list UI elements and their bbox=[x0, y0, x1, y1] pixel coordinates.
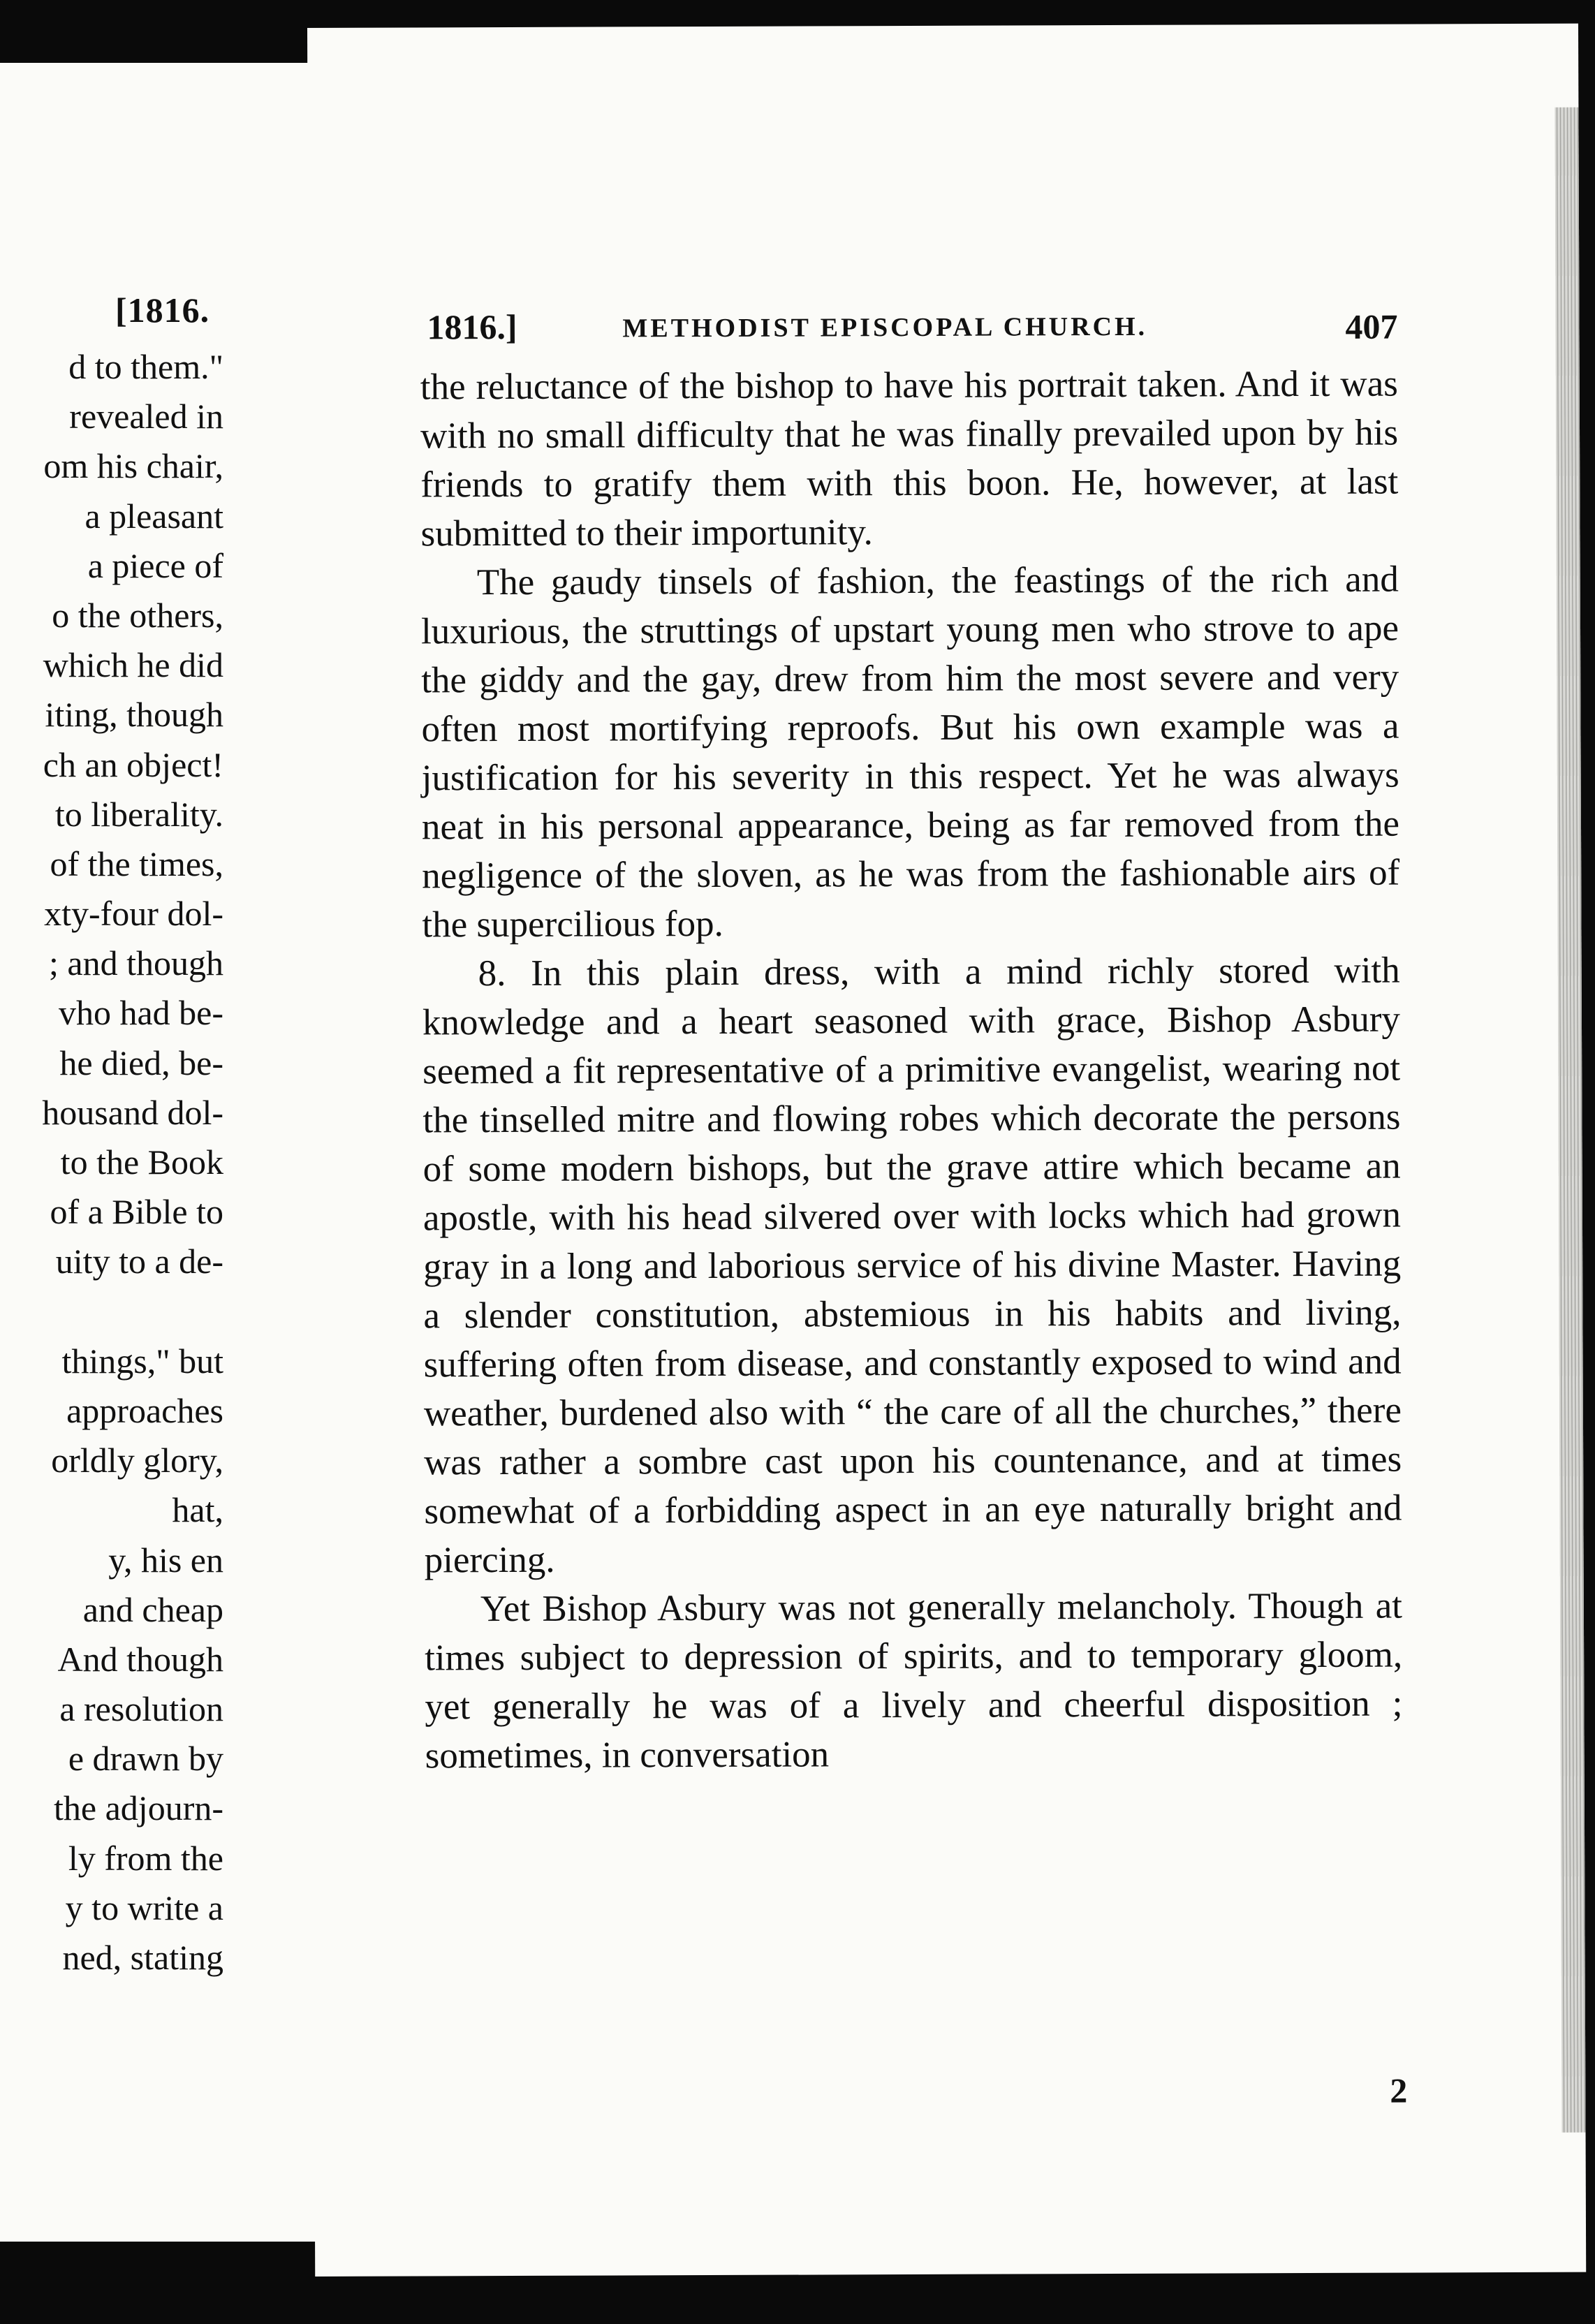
left-page-line: d to them." bbox=[68, 347, 223, 386]
left-page-line: y to write a bbox=[65, 1888, 223, 1927]
left-page-line: ly from the bbox=[68, 1838, 223, 1878]
paragraph-4: Yet Bishop Asbury was not generally melancholy. Though at times subject to depression of spirits, and to temporary gloom, yet generally he was of a lively and cheerful disposition ; sometimes, in conversation bbox=[425, 1585, 1403, 1777]
left-page-line: y, his en bbox=[108, 1540, 223, 1580]
right-page bbox=[307, 24, 1586, 2277]
left-page-line: approaches bbox=[66, 1390, 223, 1430]
left-page-line: to liberality. bbox=[54, 794, 223, 834]
left-page-line: ned, stating bbox=[62, 1938, 223, 1977]
left-page-line: a piece of bbox=[87, 545, 223, 585]
left-page-line: he died, be- bbox=[59, 1043, 223, 1082]
left-page-line: to the Book bbox=[60, 1142, 223, 1182]
left-page-line: and cheap bbox=[82, 1589, 223, 1629]
left-page-line: things," but bbox=[61, 1341, 223, 1381]
left-page-line: of the times, bbox=[50, 844, 223, 883]
left-page-line bbox=[0, 1287, 223, 1337]
left-page-line: And though bbox=[57, 1639, 223, 1679]
left-page-line: which he did bbox=[43, 645, 223, 685]
left-page-line: xty-four dol- bbox=[44, 894, 223, 934]
signature-mark: 2 bbox=[1390, 2071, 1408, 2110]
left-page-line: orldly glory, bbox=[51, 1441, 223, 1480]
left-page-line: iting, though bbox=[45, 695, 223, 735]
left-page-line: the adjourn- bbox=[54, 1788, 223, 1828]
left-page-line: vho had be- bbox=[58, 993, 223, 1033]
left-page-line: o the others, bbox=[52, 595, 223, 635]
left-page bbox=[0, 63, 328, 2242]
page-number: 407 bbox=[1345, 307, 1398, 346]
left-page-line: revealed in bbox=[69, 397, 223, 436]
left-page-line: uity to a de- bbox=[55, 1242, 223, 1281]
running-head bbox=[427, 304, 1397, 356]
running-head-year: 1816.] bbox=[427, 307, 517, 347]
left-page-header: [1816. bbox=[115, 290, 210, 330]
left-page-line: a pleasant bbox=[84, 496, 223, 536]
left-page-line: ; and though bbox=[49, 943, 223, 983]
body-text bbox=[420, 360, 1403, 1781]
paragraph-3: 8. In this plain dress, with a mind richly stored with knowledge and a heart seasoned with grace, Bishop Asbury seemed a fit representative of a primitive evangelist, wearing not the tinselled mitre and flowing robes which decorate the persons of some modern bishops, but the grave attire which became an apostle, with his head silvered over with locks which had grown gray in a long and laborious service of his divine Master. Having a slender constitution, abstemious in his habits and living, suffering often from disease, and constantly exposed to wind and weather, burdened also with “ the care of all the churches,” there was rather a sombre cast upon his countenance, and at times somewhat of a forbidding aspect in an eye naturally bright and piercing. bbox=[422, 950, 1402, 1581]
left-page-line: a resolution bbox=[59, 1689, 223, 1729]
paragraph-1: the reluctance of the bishop to have his portrait taken. And it was with no small difficulty that he was finally prevailed upon by his friends to gratify them with this boon. He, however, at last submitted to their importunity. bbox=[420, 363, 1399, 554]
left-page-line: housand dol- bbox=[42, 1092, 223, 1132]
left-page-line: hat, bbox=[172, 1490, 223, 1530]
paragraph-2: The gaudy tinsels of fashion, the feastings of the rich and luxurious, the struttings of upstart young men who strove to ape the giddy and the gay, drew from him the most severe and very often most mortifying reproofs. But his own example was a justification for his severity in this respect. Yet he was always neat in his personal appearance, being as far removed from the negligence of the sloven, as he was from the fashionable airs of the supercilious fop. bbox=[420, 559, 1400, 946]
left-page-line: e drawn by bbox=[68, 1739, 223, 1779]
left-page-line: ch an object! bbox=[43, 744, 223, 784]
running-head-title: METHODIST EPISCOPAL CHURCH. bbox=[622, 311, 1148, 344]
left-page-text bbox=[0, 342, 223, 1983]
page-edge bbox=[1554, 108, 1585, 2133]
left-page-line: of a Bible to bbox=[50, 1192, 223, 1232]
left-page-line: om his chair, bbox=[43, 446, 223, 486]
